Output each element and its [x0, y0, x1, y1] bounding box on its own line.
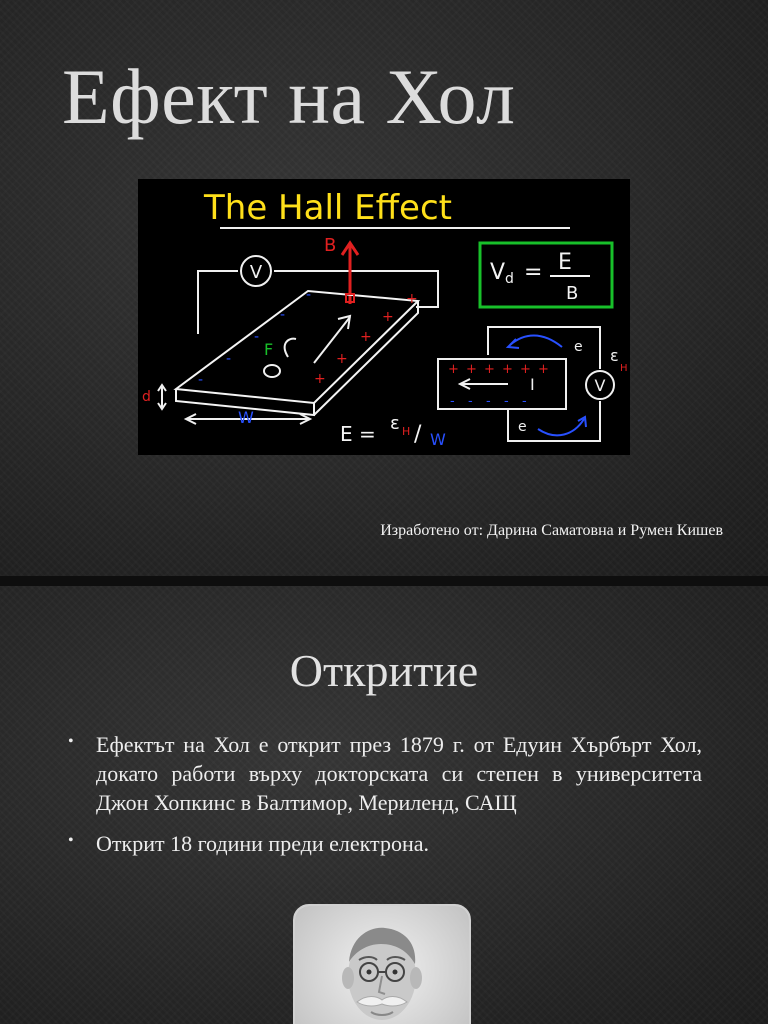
svg-text:-: - — [306, 287, 312, 303]
electron-icon — [264, 365, 280, 377]
svg-text:+: + — [336, 351, 348, 367]
electron-label-top: e — [574, 339, 583, 355]
formula-vd-numerator: E — [558, 250, 572, 275]
electron-flow-top — [510, 336, 562, 348]
portrait-image — [295, 906, 469, 1024]
svg-text:-: - — [280, 307, 286, 323]
svg-text:+: + — [520, 362, 531, 377]
formula-e-slash: / — [414, 422, 422, 447]
authors-credit: Изработено от: Дарина Саматовна и Румен Кишев — [380, 522, 723, 539]
electron-flow-bottom — [538, 419, 584, 435]
top-circuit-wire — [198, 271, 438, 334]
portrait-photo — [293, 904, 471, 1024]
thickness-label: d — [142, 389, 151, 405]
svg-text:-: - — [522, 394, 527, 409]
svg-text:+: + — [314, 371, 326, 387]
svg-text:-: - — [226, 351, 232, 367]
svg-text:+: + — [360, 329, 372, 345]
formula-vd-denominator: B — [566, 283, 579, 304]
slide-title: Откритие — [289, 645, 479, 696]
svg-text:+: + — [448, 362, 459, 377]
formula-e-den: W — [430, 430, 446, 449]
list-item — [66, 730, 702, 817]
positive-charges — [314, 291, 418, 387]
svg-text:-: - — [468, 394, 473, 409]
hall-voltage-subscript: H — [620, 363, 628, 374]
formula-e-left: E = — [340, 422, 376, 446]
force-arrow — [285, 339, 296, 357]
hall-voltage-label: ε — [610, 346, 619, 365]
bullet-icon: • — [68, 832, 74, 849]
svg-text:-: - — [486, 394, 491, 409]
bullet-list — [66, 730, 702, 870]
svg-text:+: + — [538, 362, 549, 377]
svg-text:+: + — [484, 362, 495, 377]
discovery-slide — [0, 586, 768, 1024]
svg-text:+: + — [406, 291, 418, 307]
bullet-text: Открит 18 години преди електрона. — [96, 831, 429, 856]
slide-title: Ефект на Хол — [62, 53, 516, 140]
hall-effect-figure — [138, 179, 630, 455]
formula-e-eps: ε — [390, 413, 400, 434]
width-label: W — [238, 408, 254, 427]
svg-text:+: + — [382, 309, 394, 325]
b-field-label: B — [324, 235, 337, 256]
current-label: I — [530, 375, 535, 394]
force-label: F — [264, 340, 274, 359]
formula-vd-subscript: d — [505, 271, 514, 287]
voltmeter-top-label: V — [249, 262, 263, 283]
hall-effect-diagram — [138, 179, 630, 455]
svg-text:-: - — [198, 372, 204, 388]
svg-text:-: - — [504, 394, 509, 409]
bullet-text: Ефектът на Хол е открит през 1879 г. от Едуин Хърбърт Хол, докато работи върху докторската си степен в университета Джон Хопкинс в Балтимор, Мериленд, САЩ — [96, 732, 702, 815]
svg-text:+: + — [466, 362, 477, 377]
bullet-icon: • — [68, 733, 74, 750]
figure-heading: The Hall Effect — [204, 188, 452, 228]
svg-text:+: + — [502, 362, 513, 377]
drift-velocity-formula — [490, 250, 590, 304]
formula-vd-equals: = — [524, 260, 543, 285]
voltmeter-right-label: V — [594, 376, 606, 395]
hall-field-formula — [340, 413, 446, 449]
svg-text:-: - — [450, 394, 455, 409]
formula-e-eps-sub: H — [402, 425, 411, 438]
electron-label-bottom: e — [518, 419, 527, 435]
side-negative-charges — [450, 394, 527, 409]
svg-text:-: - — [254, 329, 260, 345]
list-item — [66, 829, 702, 858]
formula-vd-symbol: V — [490, 260, 506, 285]
